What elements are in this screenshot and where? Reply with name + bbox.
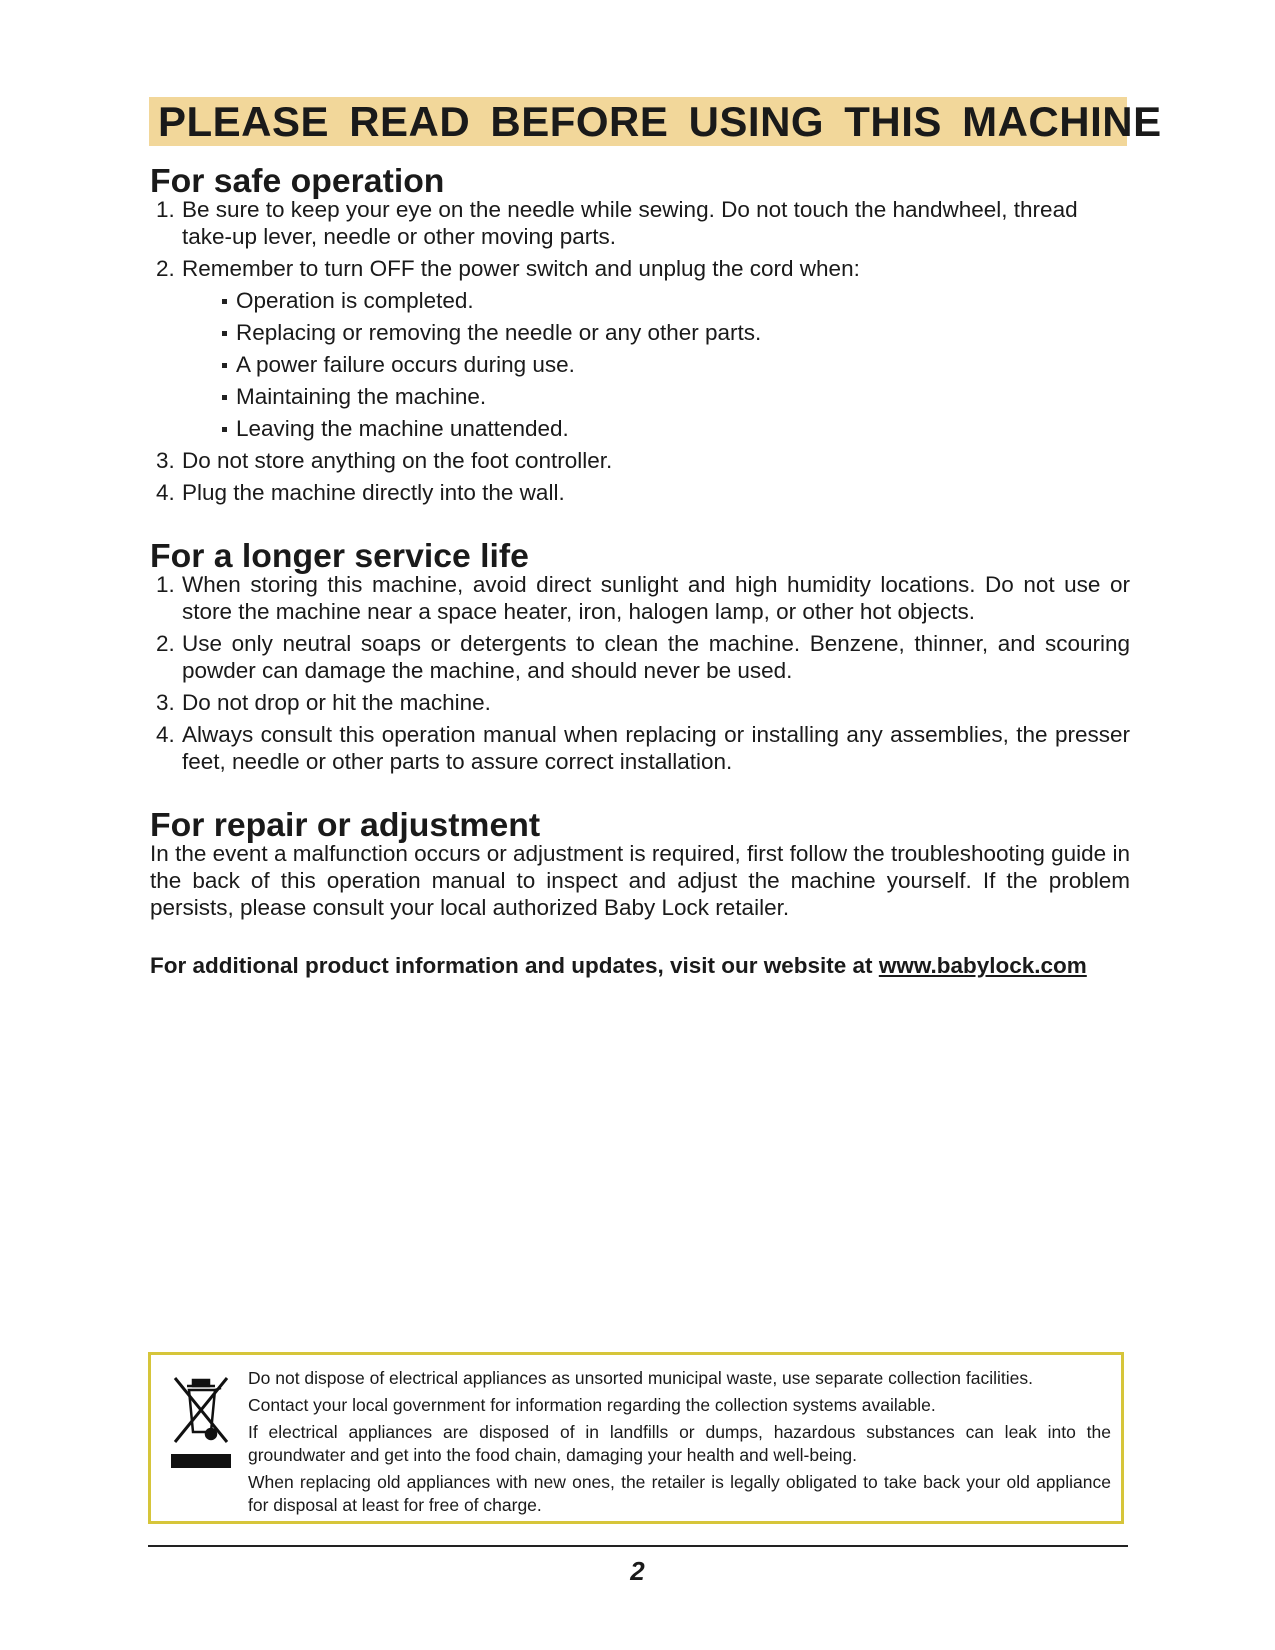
bullet-item: Replacing or removing the needle or any other parts.: [222, 319, 1130, 346]
notice-paragraph: When replacing old appliances with new ones, the retailer is legally obligated to take back your old appliance for disposal at least for free of charge.: [248, 1472, 1111, 1515]
list-item: [150, 196, 1130, 250]
notice-paragraph: Do not dispose of electrical appliances as unsorted municipal waste, use separate collection facilities.: [248, 1368, 1034, 1388]
item-number: 4.: [156, 722, 175, 747]
item-text: Plug the machine directly into the wall.: [182, 480, 565, 505]
notice-text: [248, 1367, 1111, 1521]
item-number: 3.: [156, 448, 175, 473]
page-title: PLEASE READ BEFORE USING THIS MACHINE: [158, 98, 1162, 145]
title-banner: [149, 97, 1162, 146]
website-line: [150, 951, 1130, 981]
item-text: Do not store anything on the foot controller.: [182, 448, 613, 473]
item-number: 2.: [156, 256, 175, 281]
list-item: [150, 630, 1130, 684]
bullet-item: Leaving the machine unattended.: [222, 415, 1130, 442]
website-text: For additional product information and updates, visit our website at: [150, 953, 879, 978]
item-number: 2.: [156, 631, 175, 656]
power-off-conditions: [150, 287, 1130, 442]
item-text: Be sure to keep your eye on the needle while sewing. Do not touch the handwheel, thread take-up lever, needle or other moving parts.: [182, 197, 1078, 249]
list-item: [150, 571, 1130, 625]
item-number: 3.: [156, 690, 175, 715]
item-text: When storing this machine, avoid direct sunlight and high humidity locations. Do not use or store the machine near a space heater, iron, halogen lamp, or other hot objects.: [182, 572, 1130, 624]
list-item: [150, 721, 1130, 775]
footer-rule: [148, 1545, 1128, 1547]
disposal-notice-box: [148, 1352, 1124, 1524]
item-number: 1.: [156, 572, 175, 597]
section-heading-repair: For repair or adjustment: [150, 806, 541, 844]
notice-paragraph: Contact your local government for information regarding the collection systems available.: [248, 1395, 936, 1415]
crossed-out-wheelie-bin-icon: [169, 1372, 233, 1472]
item-text: Do not drop or hit the machine.: [182, 690, 491, 715]
page-number: 2: [630, 1556, 645, 1586]
main-content: [150, 162, 1130, 981]
item-number: 1.: [156, 197, 175, 222]
repair-paragraph: In the event a malfunction occurs or adjustment is required, first follow the troubleshooting guide in the back of this operation manual to inspect and adjust the machine yourself. If the problem persists, please consult your local authorized Baby Lock retailer.: [150, 841, 1130, 920]
website-link[interactable]: www.babylock.com: [878, 953, 1087, 978]
service-life-list: [150, 571, 1130, 775]
list-item: [150, 255, 1130, 442]
bullet-item: A power failure occurs during use.: [222, 351, 1130, 378]
safe-operation-list: [150, 196, 1130, 506]
item-text: Remember to turn OFF the power switch and unplug the cord when:: [182, 256, 860, 281]
bullet-item: Operation is completed.: [222, 287, 1130, 314]
section-heading-safe-operation: For safe operation: [150, 162, 445, 200]
list-item: [150, 479, 1130, 506]
list-item: [150, 689, 1130, 716]
list-item: [150, 447, 1130, 474]
item-text: Always consult this operation manual when replacing or installing any assemblies, the presser feet, needle or other parts to assure correct installation.: [182, 722, 1130, 774]
notice-paragraph: If electrical appliances are disposed of in landfills or dumps, hazardous substances can leak into the groundwater and get into the food chain, damaging your health and well-being.: [248, 1422, 1111, 1465]
item-text: Use only neutral soaps or detergents to clean the machine. Benzene, thinner, and scouring powder can damage the machine, and should never be used.: [182, 631, 1130, 683]
section-heading-service-life: For a longer service life: [150, 537, 529, 575]
item-number: 4.: [156, 480, 175, 505]
bullet-item: Maintaining the machine.: [222, 383, 1130, 410]
